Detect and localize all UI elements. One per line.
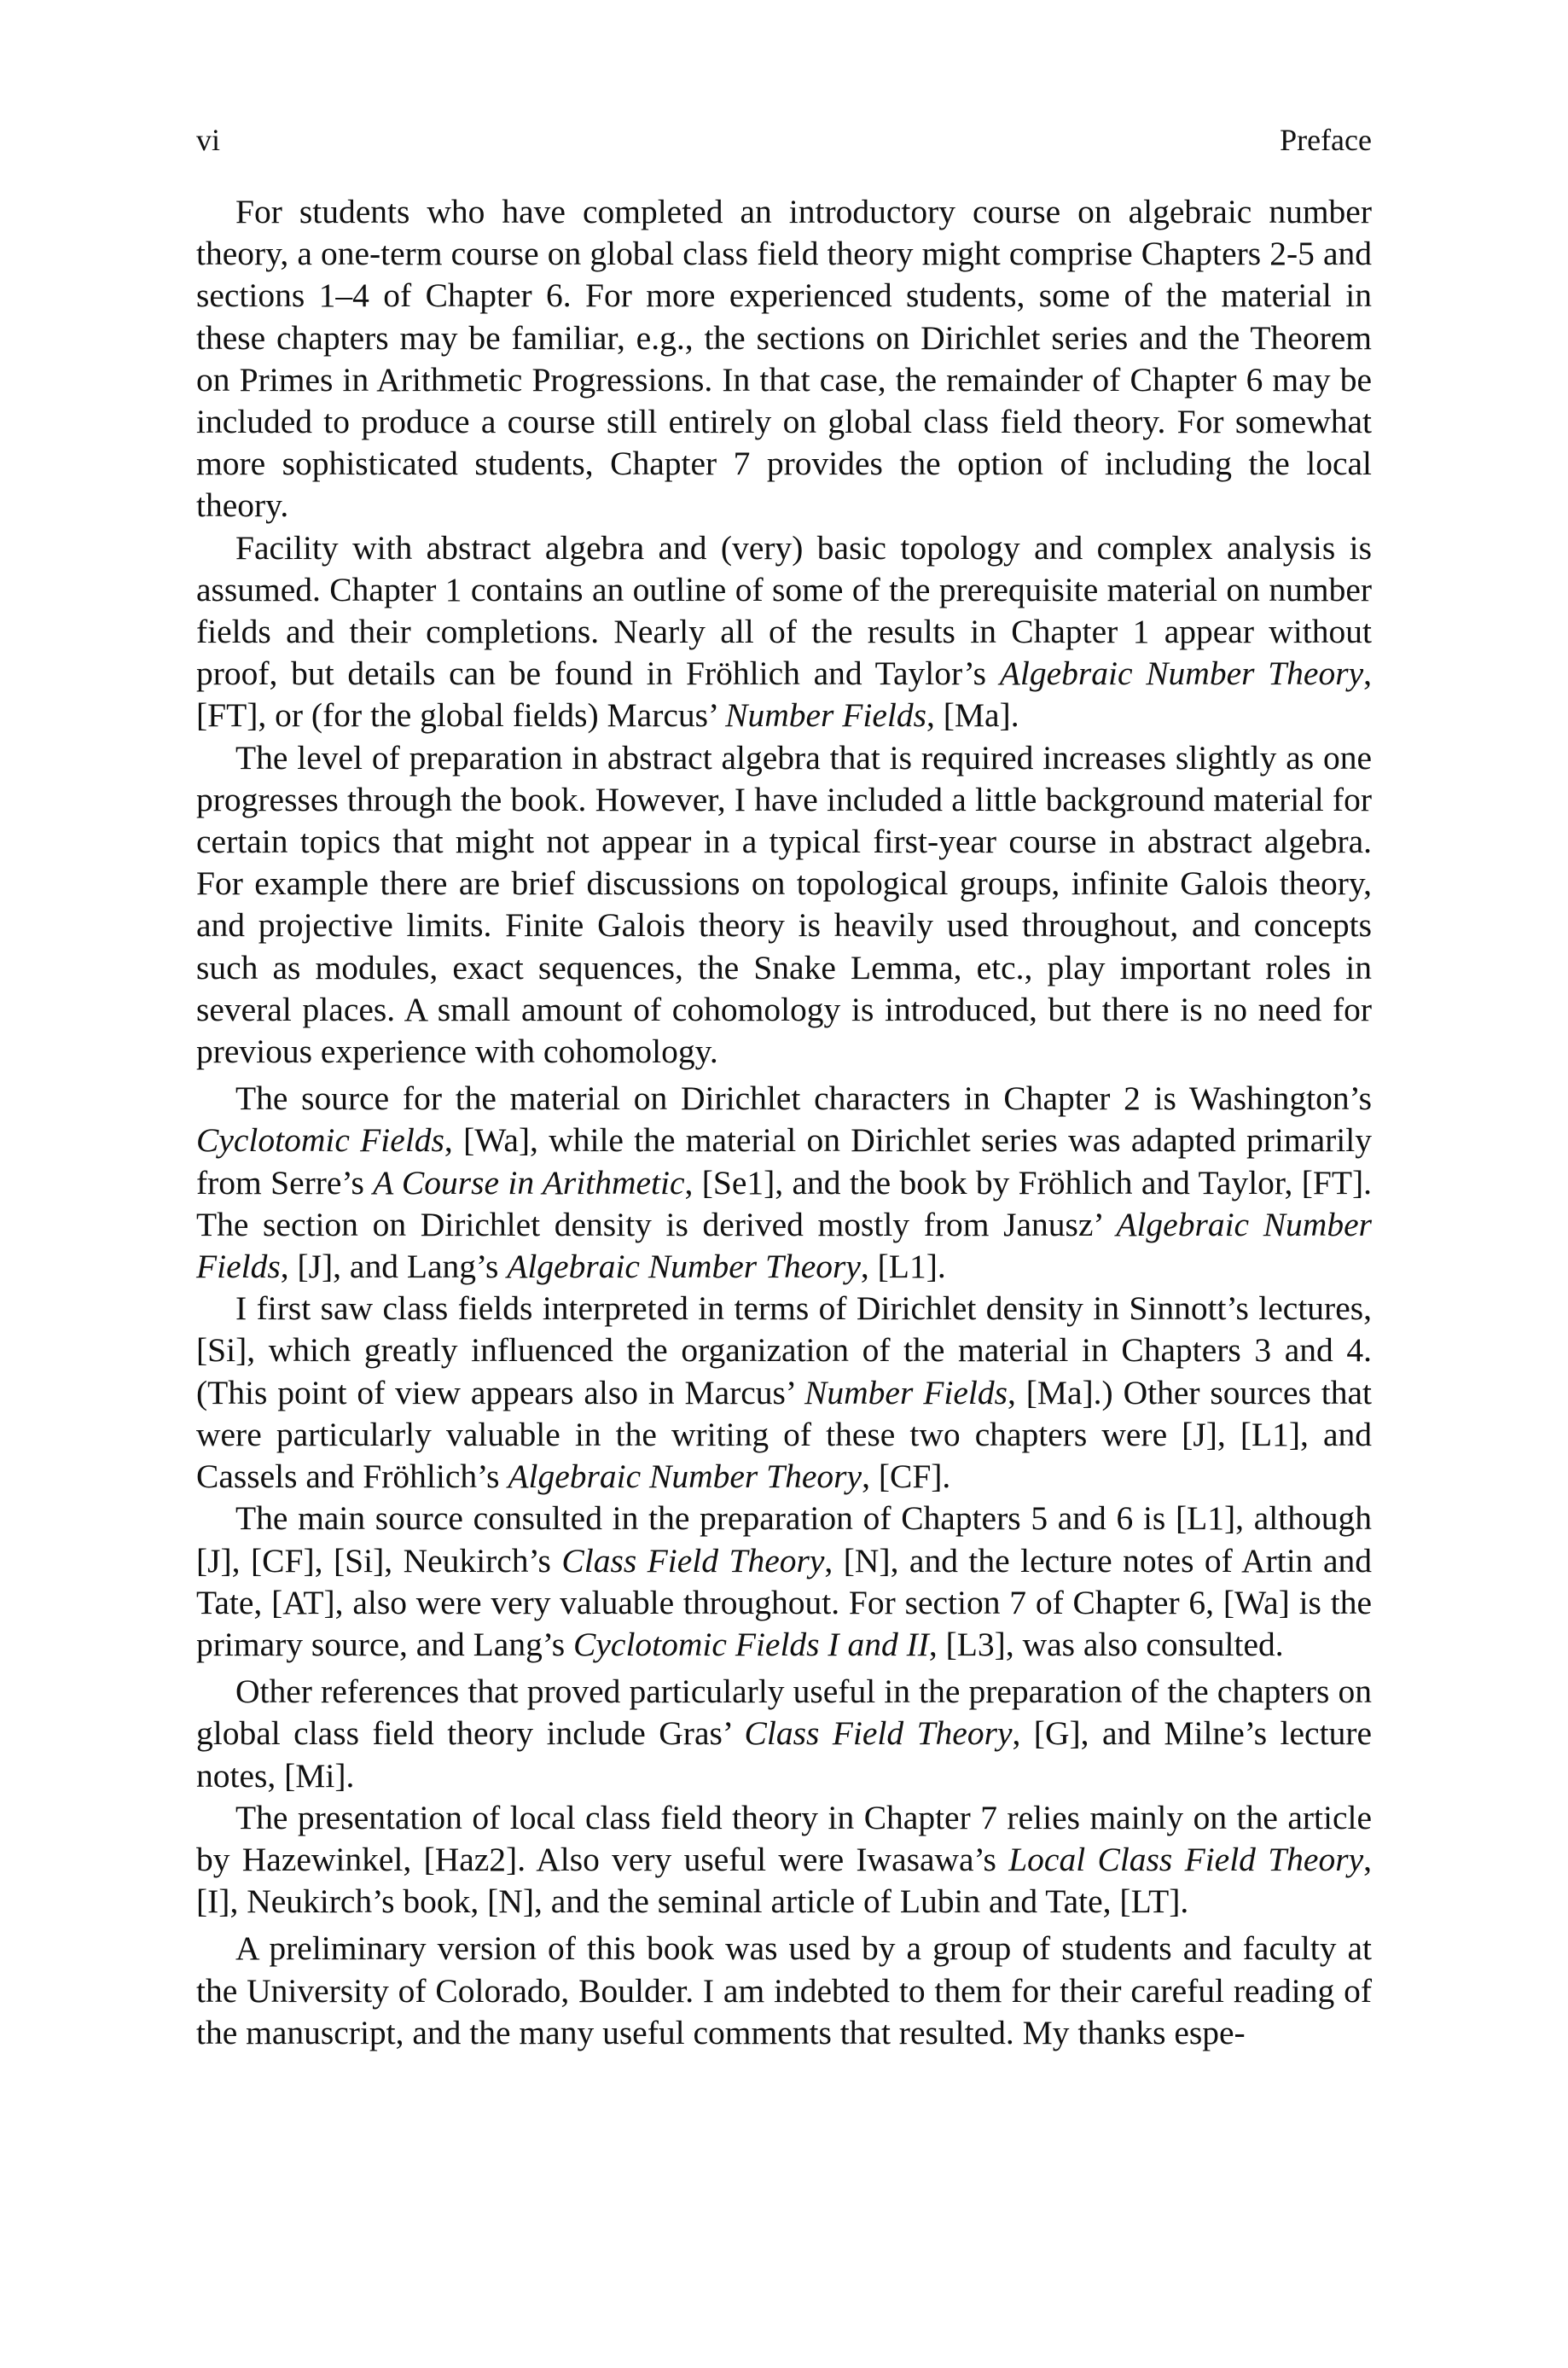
text-run: , [N], and the lecture notes of Artin and Tate, [AT], also were very valuable throughout. For section 7 of Chapter 6, [Wa] is the primary source, and Lang’s xyxy=(196,1541,1372,1663)
text-run: , [J], and Lang’s xyxy=(280,1248,508,1286)
paragraph-4 xyxy=(196,1078,1372,1288)
italic-title: A Course in Arithmetic xyxy=(373,1163,685,1201)
text-run: The main source consulted in the preparation of Chapters 5 and 6 is [L1], although [J], [CF], [Si], Neukirch’s xyxy=(196,1499,1372,1580)
text-run: Facility with abstract algebra and (very) basic topology and complex analysis is assumed. Chapter 1 contains an outline of some of the prerequisite material on number fields and their completions. Nearly all of the results in Chapter 1 appear without proof, but details can be found in Fröhlich and Taylor’s xyxy=(196,528,1372,693)
italic-title: Cyclotomic Fields I and II xyxy=(573,1625,929,1663)
paragraph-3 xyxy=(196,737,1372,1073)
text-run: , [Ma].) Other sources that were particularly valuable in the writing of these two chapters were [J], [L1], and Cassels and Fröhlich’s xyxy=(196,1373,1373,1496)
paragraph-1 xyxy=(196,191,1372,527)
text-run: , [G], and Milne’s lecture notes, [Mi]. xyxy=(196,1714,1373,1795)
text-run: , [L1]. xyxy=(860,1248,946,1286)
text-run: A preliminary version of this book was used by a group of students and faculty at the University of Colorado, Boulder. I am indebted to them for their careful reading of the manuscript, and the many useful comments that resulted. My thanks espe- xyxy=(196,1929,1372,2051)
text-run: , [FT], or (for the global fields) Marcus’ xyxy=(196,655,1372,735)
paragraph-6 xyxy=(196,1498,1372,1666)
text-run: , [CF]. xyxy=(862,1457,951,1496)
italic-title: Number Fields xyxy=(725,696,926,735)
text-run: The source for the material on Dirichlet characters in Chapter 2 is Washington’s xyxy=(235,1079,1372,1118)
text-run: , [Ma]. xyxy=(926,696,1019,735)
italic-title: Algebraic Number Theory xyxy=(999,655,1364,693)
running-head xyxy=(196,119,1372,160)
running-title: Preface xyxy=(1280,123,1372,157)
text-run: The presentation of local class field theory in Chapter 7 relies mainly on the article by Hazewinkel, [Haz2]. Also very useful were Iwasawa’s xyxy=(196,1798,1372,1878)
italic-title: Local Class Field Theory xyxy=(1008,1840,1364,1878)
paragraph-5 xyxy=(196,1288,1372,1498)
paragraph-2 xyxy=(196,527,1372,737)
text-run: , [Se1], and the book by Fröhlich and Taylor, [FT]. The section on Dirichlet density is derived mostly from Janusz’ xyxy=(196,1163,1372,1243)
italic-title: Algebraic Number Theory xyxy=(507,1248,861,1286)
text-run: , [L3], was also consulted. xyxy=(928,1625,1284,1663)
preface-body xyxy=(196,191,1372,2054)
italic-title: Cyclotomic Fields xyxy=(196,1121,444,1160)
page-number: vi xyxy=(196,123,221,157)
italic-title: Number Fields xyxy=(804,1373,1008,1411)
text-run: , [Wa], while the material on Dirichlet series was adapted primarily from Serre’s xyxy=(196,1121,1373,1201)
text-run: The level of preparation in abstract algebra that is required increases slightly as one progresses through the book. However, I have included a little background material for certain topics that might not appear in a typical first-year course in abstract algebra. For example there are brief discussions on topological groups, infinite Galois theory, and projective limits. Finite Galois theory is heavily used throughout, and concepts such as modules, exact sequences, the Snake Lemma, etc., play important roles in several places. A small amount of cohomology is introduced, but there is no need for previous experience with cohomology. xyxy=(196,738,1372,1071)
italic-title: Algebraic Number Theory xyxy=(508,1457,862,1496)
italic-title: Algebraic Number Fields xyxy=(196,1205,1372,1286)
text-run: , [I], Neukirch’s book, [N], and the seminal article of Lubin and Tate, [LT]. xyxy=(196,1840,1372,1921)
paragraph-8 xyxy=(196,1797,1372,1923)
text-run: For students who have completed an introductory course on algebraic number theory, a one-term course on global class field theory might comprise Chapters 2-5 and sections 1–4 of Chapter 6. For more experienced students, some of the material in these chapters may be familiar, e.g., the sections on Dirichlet series and the Theorem on Primes in Arithmetic Progressions. In that case, the remainder of Chapter 6 may be included to produce a course still entirely on global class field theory. For somewhat more sophisticated students, Chapter 7 provides the option of including the local theory. xyxy=(196,193,1372,525)
italic-title: Class Field Theory xyxy=(744,1714,1013,1753)
paragraph-7 xyxy=(196,1671,1372,1797)
text-run: Other references that proved particularly useful in the preparation of the chapters on global class field theory include Gras’ xyxy=(196,1673,1372,1753)
text-run: I first saw class fields interpreted in terms of Dirichlet density in Sinnott’s lectures, [Si], which greatly influenced the organization of the material in Chapters 3 and 4. (This point of view appears also in Marcus’ xyxy=(196,1289,1372,1411)
paragraph-9 xyxy=(196,1928,1372,2054)
italic-title: Class Field Theory xyxy=(561,1541,825,1580)
